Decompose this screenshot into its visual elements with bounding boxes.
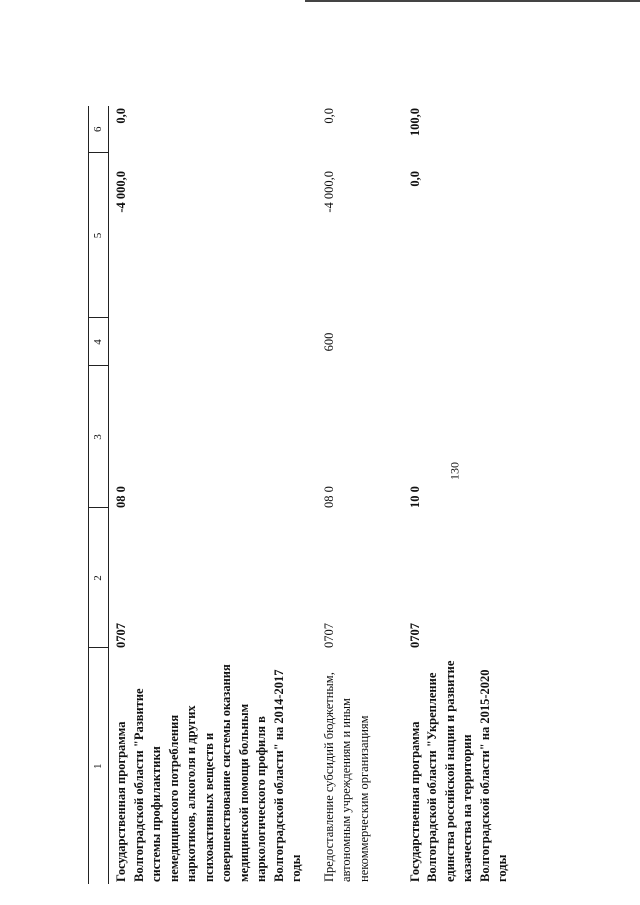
row-section-code: 0707 [321, 623, 336, 648]
table-row [109, 106, 317, 884]
row-section-code: 0707 [407, 623, 422, 648]
row-amount-1: -4 000,0 [321, 171, 336, 213]
row-amount-2: 100,0 [407, 108, 422, 137]
row-amount-2: 0,0 [114, 108, 128, 124]
budget-table [88, 106, 512, 884]
header-col-2: 2 [89, 508, 109, 648]
row-expense-type [403, 318, 512, 366]
table-row [403, 106, 512, 884]
row-section-code: 0707 [114, 623, 128, 648]
row-amount-2: 0,0 [321, 108, 336, 124]
page-number: 130 [447, 462, 462, 480]
header-col-4: 4 [89, 318, 109, 366]
row-amount-1: 0,0 [407, 171, 422, 187]
row-target-code: 10 0 [407, 486, 422, 508]
row-amount-1: -4 000,0 [114, 171, 128, 213]
table-header-row [89, 106, 109, 884]
table-row [317, 106, 403, 884]
header-col-5: 5 [89, 153, 109, 318]
row-expense-type [109, 318, 317, 366]
scan-edge-line [305, 0, 640, 2]
row-target-code: 08 0 [114, 486, 128, 508]
header-col-1: 1 [89, 648, 109, 884]
row-name: Государственная программа Волгоградской области "Укрепление единства российской нации и развитие казачества на территории Волгоградской области" на 2015-2020 годы [407, 660, 509, 882]
header-col-3: 3 [89, 366, 109, 508]
row-name: Государственная программа Волгоградской области "Развитие системы профилактики немедицинского потребления наркотиков, алкоголя и других психоактивных веществ и совершенствование системы оказания медицинской помощи больным наркологического профиля в Волгоградской области" на 2014-2017 годы [114, 664, 303, 882]
header-col-6: 6 [89, 106, 109, 153]
rotated-table-container [88, 106, 509, 884]
row-expense-type: 600 [321, 332, 336, 352]
row-target-code: 08 0 [321, 486, 336, 508]
row-name: Предоставление субсидий бюджетным, автономным учреждениям и иным некоммерческим организациям [321, 672, 371, 882]
